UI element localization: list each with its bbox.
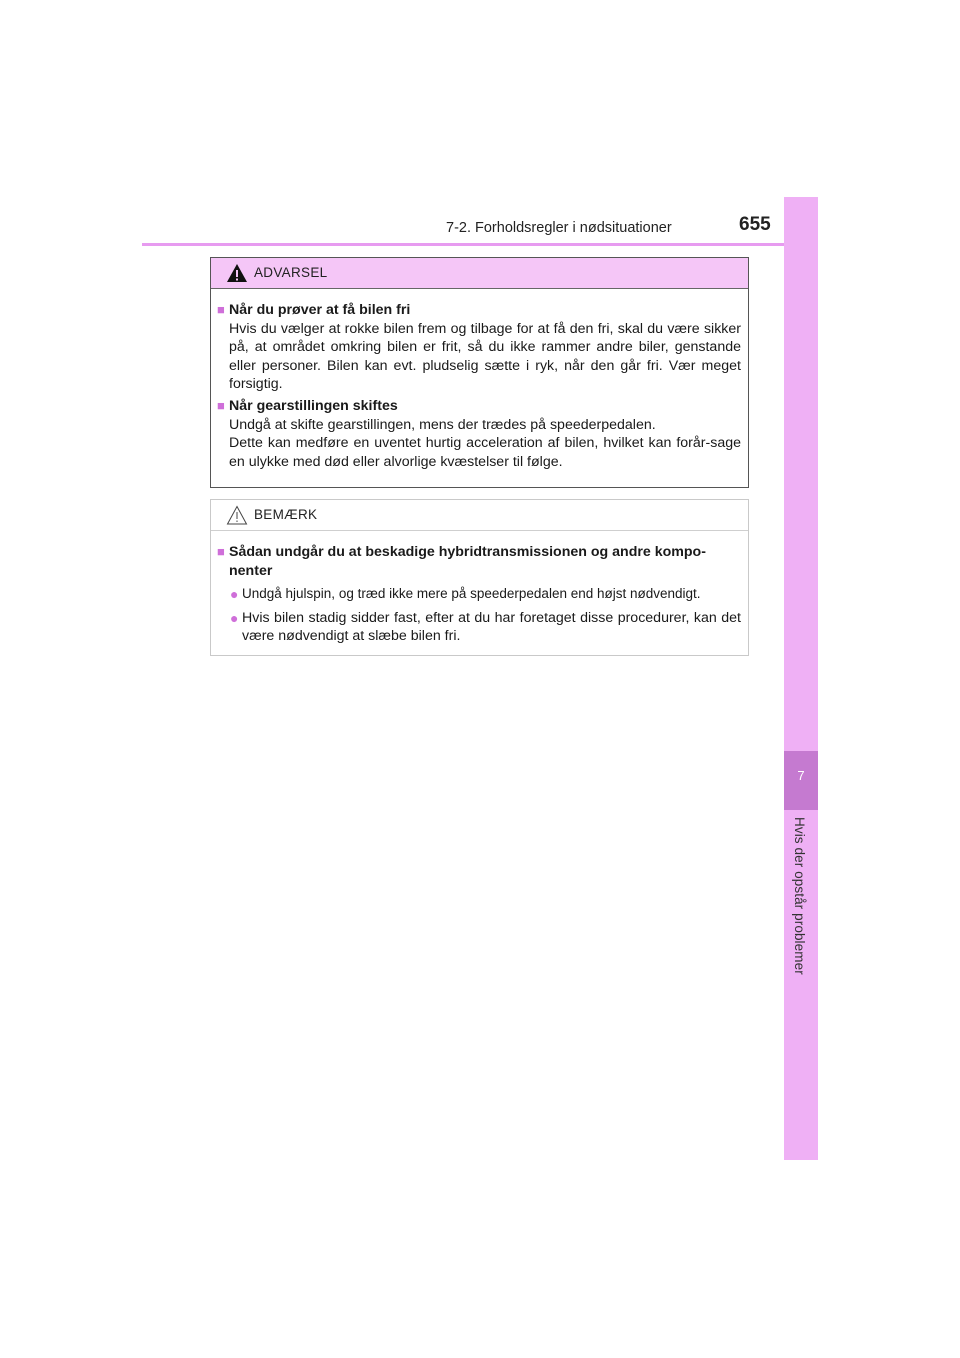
notice-box-title: BEMÆRK xyxy=(254,507,318,522)
notice-box-body xyxy=(211,531,748,646)
notice-box xyxy=(210,499,749,656)
section-text: Hvis du vælger at rokke bilen frem og tilbage for at få den fri, skal du være sikker på, at området omkring bilen er frit, så du ikke rammer andre biler, genstande eller personer. Bilen kan evt. pludselig sætte i ryk, når den går fri. Vær meget forsigtig. xyxy=(229,320,741,393)
circle-bullet-icon: ● xyxy=(230,586,239,603)
square-bullet-icon: ■ xyxy=(217,397,225,413)
circle-bullet-icon: ● xyxy=(230,609,239,626)
square-bullet-icon: ■ xyxy=(217,544,225,559)
chapter-title: Hvis der opstår problemer xyxy=(792,817,807,975)
chapter-number: 7 xyxy=(797,768,805,783)
list-item: ● Undgå hjulspin, og træd ikke mere på speederpedalen end højst nødvendigt. xyxy=(230,586,701,603)
section-title: 7-2. Forholdsregler i nødsituationer xyxy=(446,220,672,236)
caution-triangle-outline-icon xyxy=(226,505,248,525)
square-bullet-icon: ■ xyxy=(217,302,225,317)
page-number: 655 xyxy=(739,214,771,235)
warning-box xyxy=(210,257,749,488)
section-heading: ■ Når gearstillingen skiftes xyxy=(217,397,398,414)
chapter-tab xyxy=(784,197,818,1160)
list-item: ● Hvis bilen stadig sidder fast, efter at du har foretaget disse procedurer, kan det være nødvendigt at slæbe bilen fri. xyxy=(230,609,741,645)
warning-box-header xyxy=(211,258,748,289)
section-text-line: Undgå at skifte gearstillingen, mens der trædes på speederpedalen. xyxy=(229,416,656,433)
warning-box-body xyxy=(211,289,748,471)
warning-triangle-icon xyxy=(226,263,248,283)
section-text-line: Dette kan medføre en uventet hurtig acceleration af bilen, hvilket kan forår-sage en ulykke med død eller alvorlige kvæstelser til følge. xyxy=(229,435,741,470)
header-rule xyxy=(142,243,818,246)
section-heading: ■ Sådan undgår du at beskadige hybridtransmissionen og andre kompo-nenter xyxy=(217,544,706,579)
warning-box-title: ADVARSEL xyxy=(254,265,328,280)
notice-box-header xyxy=(211,500,748,531)
section-heading: ■ Når du prøver at få bilen fri xyxy=(217,302,411,318)
